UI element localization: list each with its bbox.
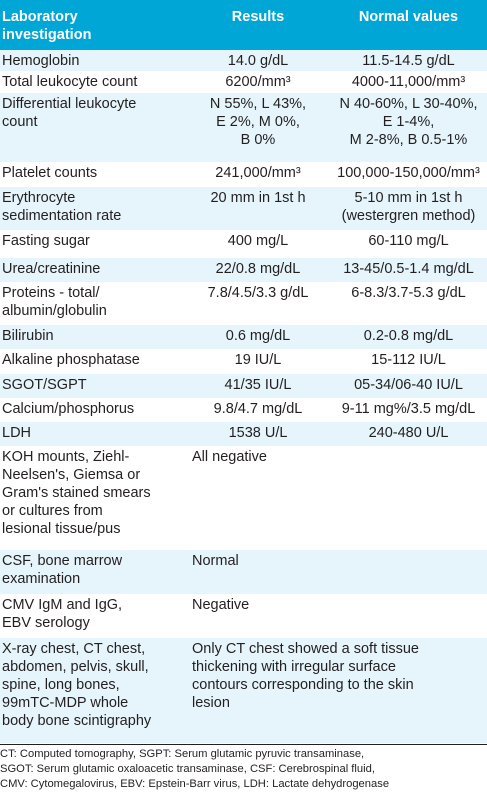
table-row: [0, 230, 487, 258]
table-row: [0, 93, 487, 162]
header-normal-values: Normal values: [358, 9, 459, 25]
normal-cell: 9-11 mg%/3.5 mg/dL: [341, 401, 476, 417]
table-header: [0, 0, 487, 50]
investigation-cell: Calcium/phosphorus: [2, 401, 135, 417]
investigation-cell: Hemoglobin: [2, 53, 80, 69]
investigation-cell: Differential leukocyte count: [2, 96, 137, 130]
table-row: [0, 282, 487, 325]
footnote-line: SGOT: Serum glutamic oxaloacetic transaminase, CSF: Cerebrospinal fluid,: [0, 763, 375, 775]
table-row: [0, 446, 487, 550]
investigation-cell: Alkaline phosphatase: [2, 352, 140, 368]
investigation-cell: LDH: [2, 425, 32, 441]
table-row: [0, 162, 487, 187]
investigation-cell: SGOT/SGPT: [2, 377, 87, 393]
table-row: [0, 50, 487, 71]
result-cell: 9.8/4.7 mg/dL: [213, 401, 303, 417]
result-cell: 22/0.8 mg/dL: [215, 261, 301, 277]
normal-cell: 05-34/06-40 IU/L: [354, 377, 463, 393]
result-cell: 1538 U/L: [228, 425, 288, 441]
normal-cell: 240-480 U/L: [368, 425, 449, 441]
result-cell: 41/35 IU/L: [224, 377, 292, 393]
table-row: [0, 349, 487, 374]
normal-cell: 6-8.3/3.7-5.3 g/dL: [351, 285, 466, 301]
table-row: [0, 325, 487, 349]
table-row: [0, 374, 487, 398]
header-results: Results: [231, 9, 285, 25]
result-cell: Negative: [192, 597, 250, 613]
footnote-line: CT: Computed tomography, SGPT: Serum glutamic pyruvic transaminase,: [0, 748, 365, 760]
investigation-cell: Fasting sugar: [2, 233, 90, 249]
result-cell: 19 IU/L: [234, 352, 282, 368]
normal-cell: 100,000-150,000/mm³: [337, 165, 480, 181]
result-cell: N 55%, L 43%, E 2%, M 0%, B 0%: [209, 96, 307, 148]
normal-cell: 0.2-0.8 mg/dL: [363, 328, 454, 344]
investigation-cell: Proteins - total/ albumin/globulin: [2, 285, 107, 319]
investigation-cell: X-ray chest, CT chest, abdomen, pelvis, skull, spine, long bones, 99mTC-MDP whole body bone scintigraphy: [2, 641, 152, 729]
normal-cell: 5-10 mm in 1st h (westergren method): [341, 190, 476, 224]
footnote-divider: [0, 744, 487, 745]
result-cell: 6200/mm³: [225, 74, 291, 90]
normal-cell: 60-110 mg/L: [368, 233, 449, 249]
footnote: [0, 747, 487, 792]
table-row: [0, 187, 487, 230]
result-cell: All negative: [192, 449, 267, 465]
header-investigation: Laboratory investigation: [2, 9, 92, 43]
investigation-cell: Platelet counts: [2, 165, 98, 181]
investigation-cell: CSF, bone marrow examination: [2, 553, 123, 587]
result-cell: 400 mg/L: [227, 233, 289, 249]
table-row: [0, 550, 487, 594]
investigation-cell: Erythrocyte sedimentation rate: [2, 190, 122, 224]
table-row: [0, 594, 487, 638]
normal-cell: N 40-60%, L 30-40%, E 1-4%, M 2-8%, B 0.5-1%: [339, 96, 478, 148]
investigation-cell: Total leukocyte count: [2, 74, 138, 90]
investigation-cell: KOH mounts, Ziehl- Neelsen's, Giemsa or Gram's stained smears or cultures from lesional tissue/pus: [2, 449, 151, 537]
result-cell: 241,000/mm³: [215, 165, 301, 181]
footnote-line: CMV: Cytomegalovirus, EBV: Epstein-Barr virus, LDH: Lactate dehydrogenase: [0, 778, 390, 790]
result-cell: 7.8/4.5/3.3 g/dL: [207, 285, 309, 301]
investigation-cell: Urea/creatinine: [2, 261, 101, 277]
investigation-cell: CMV IgM and IgG, EBV serology: [2, 597, 123, 631]
result-cell: 14.0 g/dL: [227, 53, 289, 69]
normal-cell: 13-45/0.5-1.4 mg/dL: [343, 261, 474, 277]
table-row: [0, 258, 487, 282]
normal-cell: 4000-11,000/mm³: [351, 74, 466, 90]
table-row: [0, 71, 487, 93]
table-row: [0, 422, 487, 446]
table-row: [0, 398, 487, 422]
normal-cell: 15-112 IU/L: [371, 352, 446, 368]
result-cell: Only CT chest showed a soft tissue thickening with irregular surface contours corresponding to the skin lesion: [192, 641, 420, 711]
table-row: [0, 638, 487, 743]
result-cell: 20 mm in 1st h: [210, 190, 306, 206]
normal-cell: 11.5-14.5 g/dL: [362, 53, 455, 69]
result-cell: Normal: [192, 553, 239, 569]
result-cell: 0.6 mg/dL: [225, 328, 291, 344]
investigation-cell: Bilirubin: [2, 328, 54, 344]
